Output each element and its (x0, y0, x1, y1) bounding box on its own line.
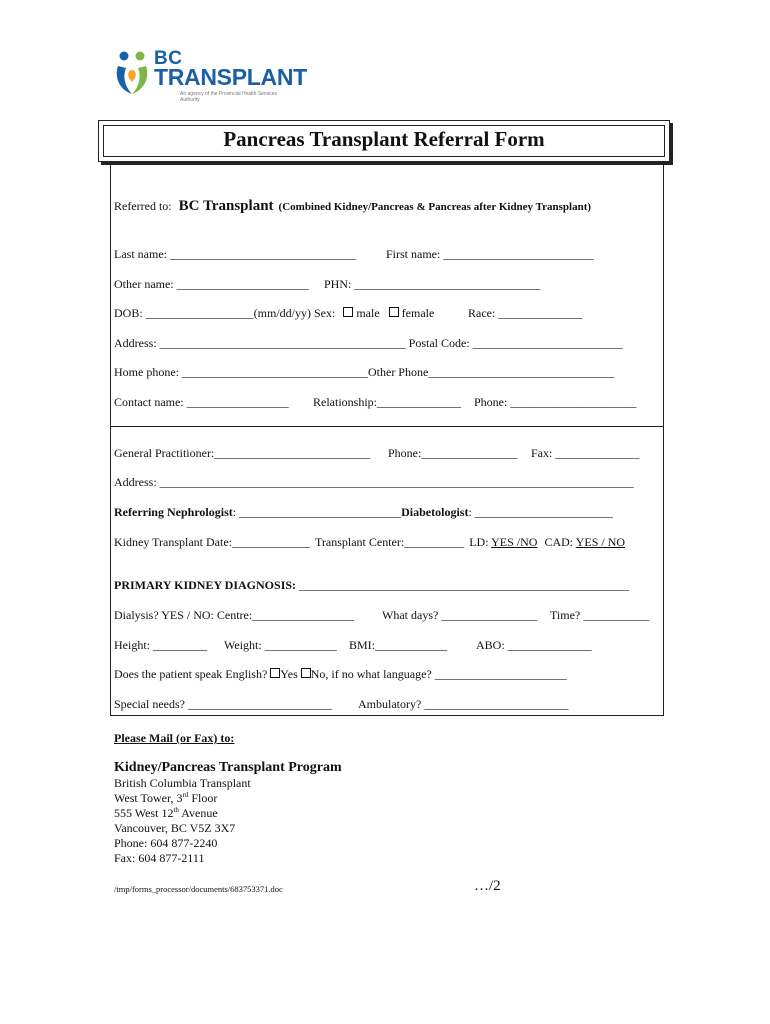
phone-line[interactable]: Home phone: _______________________________Other Phone_______________________________ (114, 365, 615, 379)
special-needs-field[interactable]: Special needs? ________________________ (114, 697, 332, 711)
transplant-center-field[interactable]: Transplant Center:__________ (315, 535, 465, 549)
gp-field[interactable]: General Practitioner:__________________________ (114, 446, 371, 460)
nephrologist-field[interactable]: : ___________________________ (232, 505, 402, 519)
nephrologist-label: Referring Nephrologist (114, 505, 233, 519)
other-name-field[interactable]: Other name: ______________________ (114, 277, 309, 291)
logo-text-transplant: TRANSPLANT (154, 64, 307, 90)
mail-line2-b: Avenue (178, 806, 218, 820)
transplant-line (114, 535, 625, 550)
transplant-date-field[interactable]: Kidney Transplant Date:_____________ (114, 535, 310, 549)
gp-fax-field[interactable]: Fax: ______________ (531, 446, 640, 460)
gp-address-field[interactable]: Address: _______________________________________________________________________________ (114, 475, 634, 489)
mail-line1 (114, 791, 217, 806)
female-checkbox[interactable] (389, 307, 399, 317)
referred-to-org: BC Transplant (178, 198, 274, 214)
last-name-field[interactable]: Last name: _______________________________ (114, 247, 356, 261)
bmi-field[interactable]: BMI:____________ (349, 638, 448, 652)
mail-line2-sup: th (173, 806, 179, 814)
dialysis-time-field[interactable]: Time? ___________ (550, 608, 650, 622)
male-checkbox[interactable] (343, 307, 353, 317)
contact-phone-field[interactable]: Phone: _____________________ (474, 395, 637, 409)
dob-field[interactable]: DOB: __________________(mm/dd/yy) Sex: (114, 306, 336, 320)
program-name: Kidney/Pancreas Transplant Program (114, 760, 342, 775)
female-label: female (401, 306, 435, 320)
bc-transplant-logo (114, 48, 307, 104)
race-field[interactable]: Race: ______________ (468, 306, 583, 320)
page-number: …/2 (474, 878, 501, 894)
referred-to-line (114, 198, 591, 215)
relationship-field[interactable]: Relationship:______________ (313, 395, 461, 409)
mail-phone: Phone: 604 877-2240 (114, 836, 218, 850)
dialysis-days-field[interactable]: What days? ________________ (382, 608, 538, 622)
weight-field[interactable]: Weight: ____________ (224, 638, 337, 652)
english-yes-label: Yes (280, 667, 298, 681)
specialists-line (114, 505, 613, 520)
english-line (114, 667, 567, 682)
title-box (98, 120, 670, 162)
mail-org: British Columbia Transplant (114, 776, 251, 790)
diabetologist-field[interactable]: : _______________________ (468, 505, 613, 519)
phn-field[interactable]: PHN: _______________________________ (324, 277, 541, 291)
gp-phone-field[interactable]: Phone:________________ (388, 446, 518, 460)
cad-label: CAD: (544, 535, 574, 549)
english-yes-checkbox[interactable] (270, 668, 280, 678)
mail-line1-b: Floor (188, 791, 218, 805)
english-no-checkbox[interactable] (301, 668, 311, 678)
ambulatory-field[interactable]: Ambulatory? ________________________ (358, 697, 569, 711)
mail-city: Vancouver, BC V5Z 3X7 (114, 821, 236, 835)
diagnosis-label: PRIMARY KIDNEY DIAGNOSIS: (114, 578, 297, 592)
mail-line2 (114, 806, 218, 821)
ld-label: LD: (469, 535, 489, 549)
mail-heading: Please Mail (or Fax) to: (114, 731, 235, 745)
referred-to-detail: (Combined Kidney/Pancreas & Pancreas after Kidney Transplant) (278, 201, 592, 213)
english-question: Does the patient speak English? (114, 667, 268, 681)
referred-to-label: Referred to: (114, 199, 172, 213)
contact-name-field[interactable]: Contact name: _________________ (114, 395, 289, 409)
mail-line2-a: 555 West 12 (114, 806, 174, 820)
logo-figure-icon (114, 48, 156, 98)
footer-path: /tmp/forms_processor/documents/683753371.doc (114, 884, 283, 894)
first-name-field[interactable]: First name: _________________________ (386, 247, 594, 261)
abo-field[interactable]: ABO: ______________ (476, 638, 592, 652)
logo-tagline: An agency of the Provincial Health Services Authority (180, 91, 277, 103)
address-postal-field[interactable]: Address: _________________________________________ Postal Code: _________________________ (114, 336, 623, 350)
diabetologist-label: Diabetologist (401, 505, 469, 519)
mail-line1-a: West Tower, 3 (114, 791, 183, 805)
logo-text-bc: BC (154, 48, 183, 69)
english-no-field[interactable]: No, if no what language? ______________________ (310, 667, 567, 681)
mail-fax: Fax: 604 877-2111 (114, 851, 205, 865)
mail-line1-sup: rd (182, 791, 189, 799)
dob-sex-line (114, 306, 434, 321)
page-title: Pancreas Transplant Referral Form (223, 127, 545, 151)
male-label: male (356, 306, 380, 320)
cad-yes-no[interactable]: YES / NO (575, 535, 626, 549)
dialysis-field[interactable]: Dialysis? YES / NO: Centre:_________________ (114, 608, 355, 622)
height-field[interactable]: Height: _________ (114, 638, 207, 652)
diagnosis-field[interactable]: _______________________________________________________ (299, 578, 630, 592)
ld-yes-no[interactable]: YES /NO (491, 535, 538, 549)
diagnosis-line (114, 578, 629, 593)
